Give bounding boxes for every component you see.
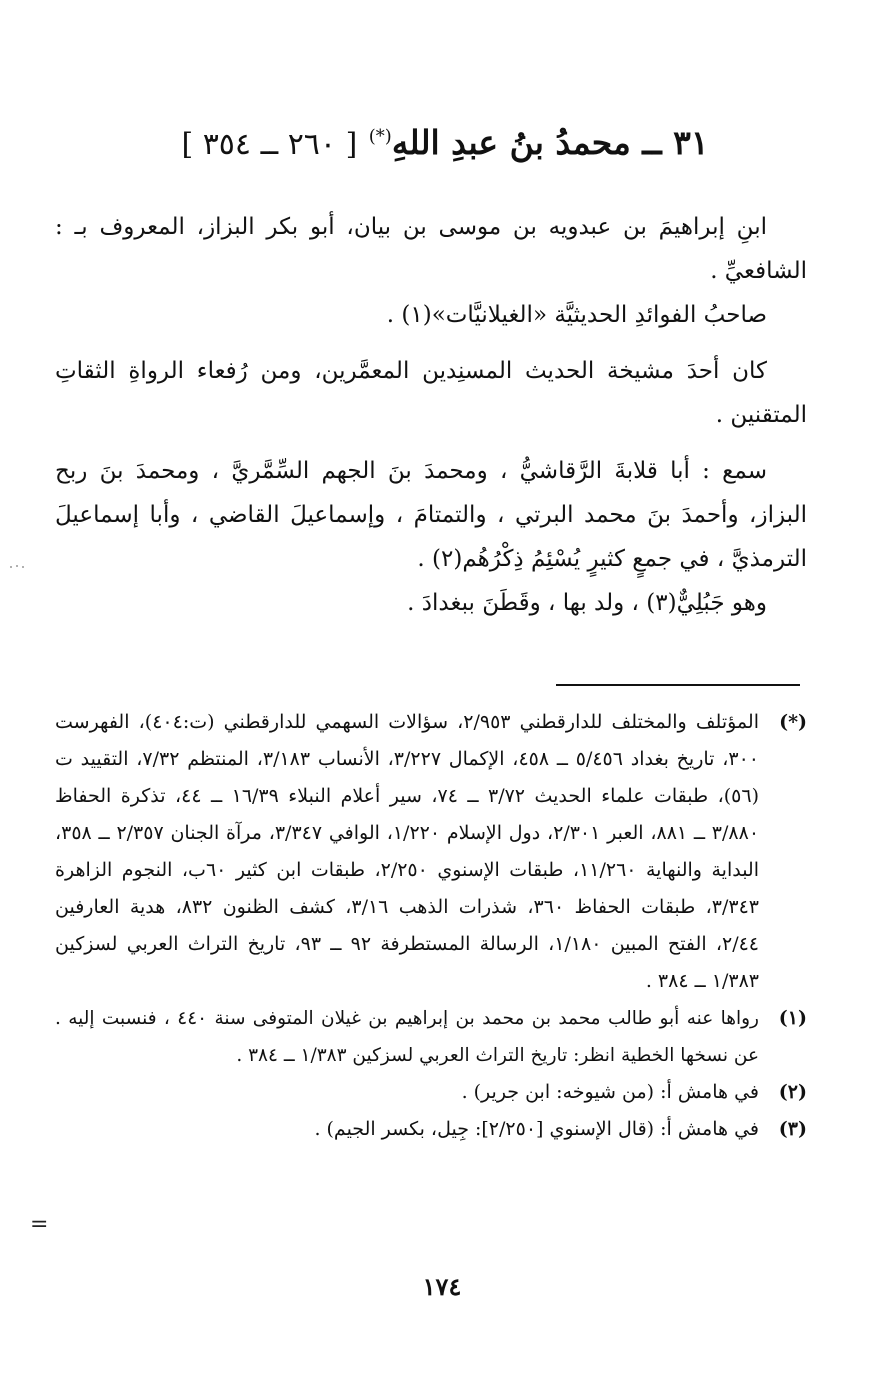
paragraph-works: صاحبُ الفوائدِ الحديثيَّة «الغيلانيَّات»(١) . <box>386 302 767 328</box>
entry-heading <box>120 112 770 170</box>
footnote-star <box>55 704 807 1000</box>
footnote-mark: (٣) <box>778 1118 807 1140</box>
footnote-mark: (١) <box>778 1007 807 1029</box>
entry-title: ٣١ ــ محمدُ بنُ عبدِ اللهِ <box>391 123 709 162</box>
page-number: ١٧٤ <box>422 1272 462 1301</box>
footnote-text: المؤتلف والمختلف للدارقطني ٢/٩٥٣، سؤالات السهمي للدارقطني (ت:٤٠٤)، الفهرست ٣٠٠، تاريخ بغداد ٥/٤٥٦ ــ ٤٥٨، الإكمال ٣/٢٢٧، الأنساب ٣/١٨٣، المنتظم ٧/٣٢، التقييد ت (٥٦)، طبقات علماء الحديث ٣/٧٢ ــ ٧٤، سير أعلام النبلاء ١٦/٣٩ ــ ٤٤، تذكرة الحفاظ ٣/٨٨٠ ــ ٨٨١، العبر ٢/٣٠١، دول الإسلام ١/٢٢٠، الوافي ٣/٣٤٧، مرآة الجنان ٢/٣٥٧ ــ ٣٥٨، البداية والنهاية ١١/٢٦٠، طبقات الإسنوي ٢/٢٥٠، طبقات ابن كثير ٦٠ب، النجوم الزاهرة ٣/٣٤٣، طبقات الحفاظ ٣٦٠، شذرات الذهب ٣/١٦، كشف الظنون ٨٣٢، هدية العارفين ٢/٤٤، الفتح المبين ١/١٨٠، الرسالة المستطرفة ٩٢ ــ ٩٣، تاريخ التراث العربي لسزكين ١/٣٨٣ ــ ٣٨٤ . <box>55 711 760 992</box>
continuation-mark: = <box>30 1212 49 1237</box>
paragraph-lineage: ابنِ إبراهيمَ بن عبدويه بن موسى بن بيان، أبو بكر البزاز، المعروف بـ : الشافعيِّ . <box>55 214 807 284</box>
footnotes <box>55 704 807 1148</box>
paragraph-status: كان أحدَ مشيخة الحديث المسنِدين المعمَّرين، ومن رُفعاء الرواةِ الثقاتِ المتقنين . <box>55 358 807 428</box>
footnote-text: في هامش أ: (من شيوخه: ابن جرير) . <box>461 1081 759 1103</box>
footnote-text: رواها عنه أبو طالب محمد بن محمد بن إبراهيم بن غيلان المتوفى سنة ٤٤٠ ، فنسبت إليه . عن نسخها الخطية انظر: تاريخ التراث العربي لسزكين ١/٣٨٣ ــ ٣٨٤ . <box>55 1008 759 1066</box>
footnote-marker-star: (*) <box>368 126 392 147</box>
footnote-3 <box>55 1111 807 1148</box>
footnote-1 <box>55 1000 807 1074</box>
paragraph-origin: وهو جَبُلِيٌّ(٣) ، ولد بها ، وقَطَنَ ببغدادَ . <box>407 590 767 616</box>
footnote-text: في هامش أ: (قال الإسنوي [٢/٢٥٠]: جِيل، بكسر الجيم) . <box>314 1118 759 1140</box>
paragraph-teachers: سمع : أبا قلابةَ الرَّقاشيُّ ، ومحمدَ بنَ الجهم السِّمَّريَّ ، ومحمدَ بنَ ربح البزاز، وأحمدَ بنَ محمد البرتي ، والتمتامَ ، وإسماعيلَ القاضي ، وأبا إسماعيلَ الترمذيَّ ، في جمعٍ كثيرٍ يُسْئِمُ ذِكْرُهُم(٢) . <box>55 458 807 572</box>
footnote-separator <box>556 684 800 686</box>
biography-body <box>55 205 807 625</box>
footnote-mark: (٢) <box>778 1081 807 1103</box>
scan-speck <box>8 560 30 574</box>
entry-years: [ ٢٦٠ ــ ٣٥٤ ] <box>181 127 358 162</box>
footnote-2 <box>55 1074 807 1111</box>
footnote-mark: (*) <box>779 711 807 733</box>
